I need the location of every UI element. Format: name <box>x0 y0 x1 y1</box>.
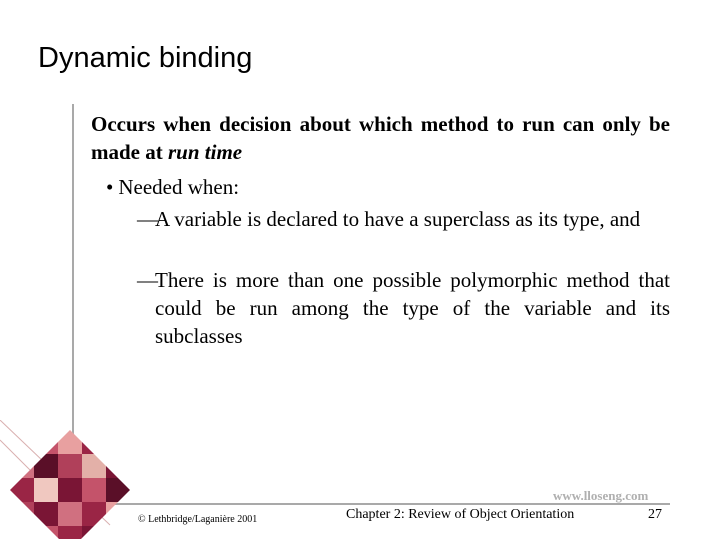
em-dash-icon: — <box>137 207 158 231</box>
footer-url: www.lloseng.com <box>553 488 649 503</box>
decorative-mosaic-graphic <box>0 420 140 539</box>
bullet-dot-icon: • <box>106 175 114 199</box>
left-vertical-rule <box>72 104 74 452</box>
bullet-text: Needed when: <box>118 175 240 199</box>
dash-item <box>137 266 670 350</box>
dash-item-text: There is more than one possible polymorphic method that could be run among the type of the variable and its subclasses <box>155 268 670 348</box>
footer-page-number: 27 <box>648 507 662 522</box>
dash-item <box>137 205 670 233</box>
footer-chapter: Chapter 2: Review of Object Orientation <box>346 507 575 522</box>
lead-paragraph <box>91 110 670 166</box>
slide-title: Dynamic binding <box>38 42 253 74</box>
lead-text: Occurs when decision about which method to run can only be made at <box>91 112 670 164</box>
bullet-item <box>106 173 239 201</box>
lead-emphasis: run time <box>168 140 243 164</box>
em-dash-icon: — <box>137 268 158 292</box>
slide-body <box>91 110 670 348</box>
dash-item-text: A variable is declared to have a superclass as its type, and <box>155 207 641 231</box>
footer-copyright: © Lethbridge/Laganière 2001 <box>138 514 258 525</box>
